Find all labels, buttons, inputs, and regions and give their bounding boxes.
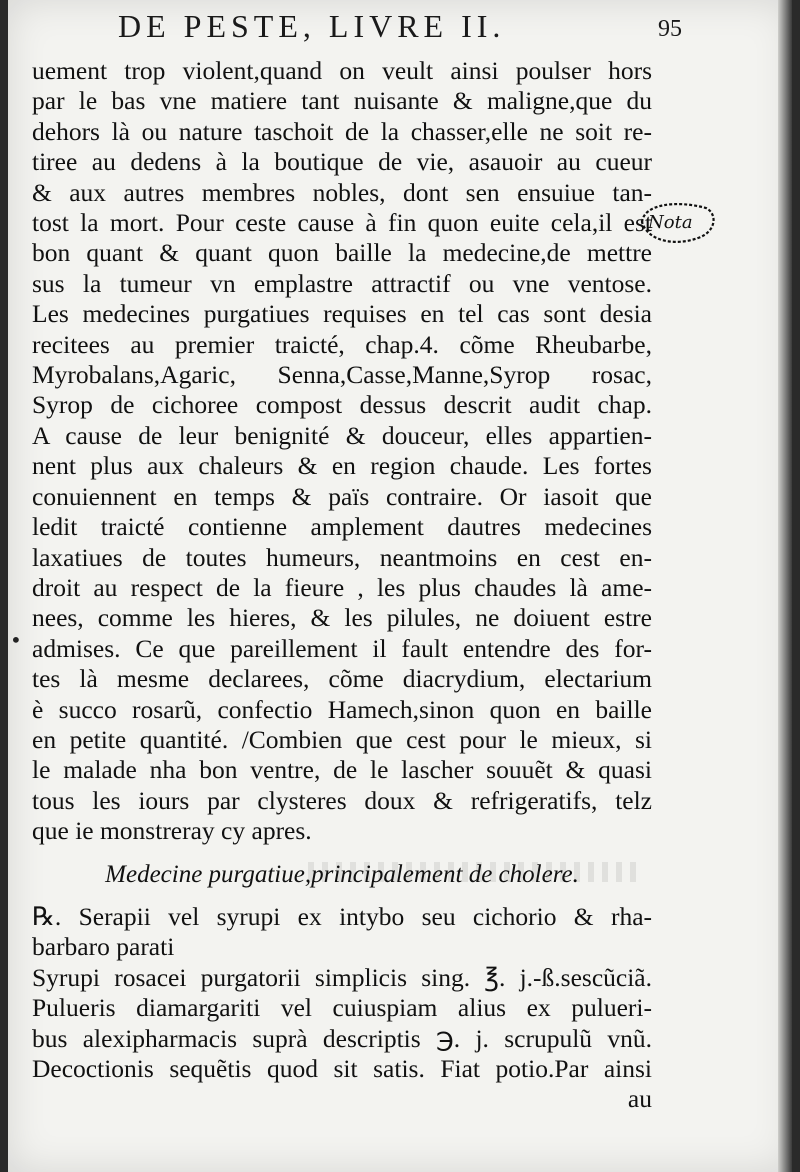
text-line: bon quant & quant quon baille la medecine,de mettre: [32, 238, 652, 268]
handwritten-nota-annotation: [636, 198, 716, 246]
text-line: nent plus aux chaleurs & en region chaude. Les fortes: [32, 451, 652, 481]
running-title: DE PESTE, LIVRE II.: [118, 8, 506, 44]
text-line: tous les iours par clysteres doux & refrigeratifs, telz: [32, 785, 652, 815]
text-line: & aux autres membres nobles, dont sen ensuiue tan-: [32, 177, 652, 207]
text-line: le malade nha bon ventre, de le lascher souuẽt & quasi: [32, 755, 652, 785]
text-line: en petite quantité. /Combien que cest pour le mieux, si: [32, 724, 652, 754]
margin-dot-mark: •: [10, 628, 22, 652]
nota-handwriting: Nota: [648, 212, 693, 233]
text-line: tiree au dedens à la boutique de vie, asauoir au cueur: [32, 147, 652, 177]
recipe-line: Syrupi rosacei purgatorii simplicis sing. ℥. j.-ß.sescũciã.: [32, 962, 652, 992]
text-line: recitees au premier traicté, chap.4. cõme Rheubarbe,: [32, 329, 652, 359]
text-line: è succo rosarũ, confectio Hamech,sinon quon en baille: [32, 694, 652, 724]
recipe-line: bus alexipharmacis suprà descriptis ℈. j. scrupulũ vnũ.: [32, 1023, 652, 1053]
text-line: tost la mort. Pour ceste cause à fin quon euite cela,il est: [32, 208, 652, 238]
recipe-line: Decoctionis sequẽtis quod sit satis. Fiat potio.Par ainsi: [32, 1054, 652, 1083]
text-line: conuiennent en temps & païs contraire. Or iasoit que: [32, 481, 652, 511]
text-line: A cause de leur benignité & douceur, elles appartien-: [32, 420, 652, 450]
text-line: nees, comme les hieres, & les pilules, ne doiuent estre: [32, 603, 652, 633]
text-line: Myrobalans,Agaric, Senna,Casse,Manne,Syrop rosac,: [32, 360, 652, 390]
text-line: Les medecines purgatiues requises en tel cas sont desia: [32, 299, 652, 329]
text-line: sus la tumeur vn emplastre attractif ou vne ventose.: [32, 268, 652, 298]
page-gutter-shadow: [778, 0, 792, 1172]
text-line: uement trop violent,quand on veult ainsi poulser hors: [32, 56, 652, 85]
text-line: ledit traicté contienne amplement dautres medecines: [32, 512, 652, 542]
text-line: par le bas vne matiere tant nuisante & maligne,que du: [32, 86, 652, 116]
book-page: [8, 0, 792, 1172]
text-line: droit au respect de la fieure , les plus chaudes là ame-: [32, 572, 652, 602]
text-line: admises. Ce que pareillement il fault entendre des for-: [32, 633, 652, 663]
page-number: 95: [658, 16, 682, 42]
main-text: [32, 56, 652, 1115]
text-line: Syrop de cichoree compost dessus descrit audit chap.: [32, 390, 652, 420]
text-line: laxatiues de toutes humeurs, neantmoins en cest en-: [32, 542, 652, 572]
text-line: tes là mesme declarees, cõme diacrydium, electarium: [32, 664, 652, 694]
recipe-line: Pulueris diamargariti vel cuiuspiam alius ex pulueri-: [32, 993, 652, 1023]
recipe-heading: Medecine purgatiue,principalement de cholere.: [105, 860, 579, 888]
catchword: au: [627, 1084, 652, 1114]
recipe-line: ℞. Serapii vel syrupi ex intybo seu cichorio & rha-: [32, 901, 652, 931]
show-through-text: [308, 862, 638, 882]
text-line: que ie monstreray cy apres.: [32, 816, 312, 846]
recipe-block: [32, 902, 652, 1084]
text-line: dehors là ou nature taschoit de la chasser,elle ne soit re-: [32, 116, 652, 146]
recipe-line: barbaro parati: [32, 932, 175, 962]
